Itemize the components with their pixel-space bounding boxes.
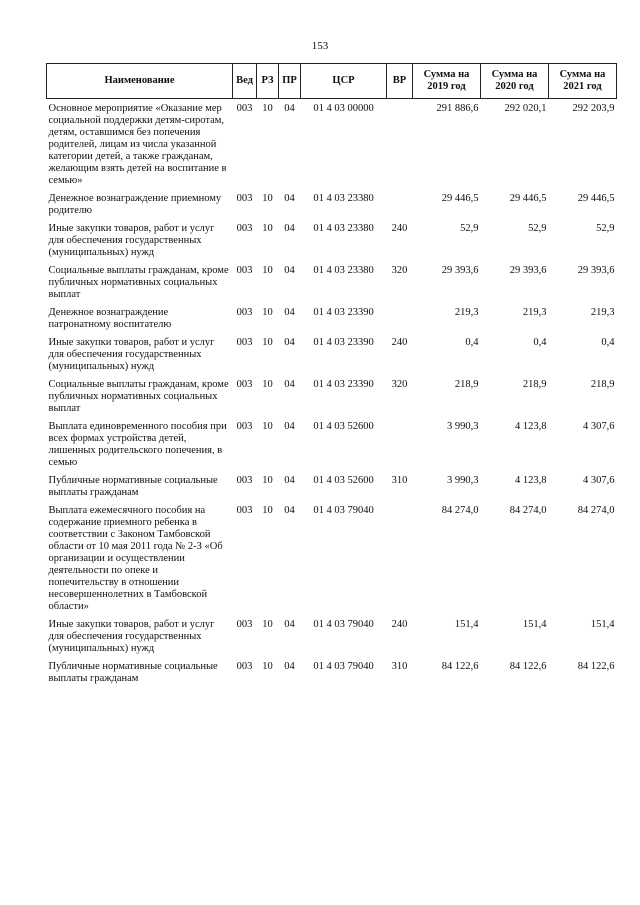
cell-vr: 310	[391, 661, 408, 672]
cell-pr: 04	[284, 193, 295, 204]
cell-sum-2021: 4 307,6	[583, 475, 615, 486]
cell-pr: 04	[284, 265, 295, 276]
header-pr: ПР	[279, 64, 301, 99]
table-row	[47, 471, 617, 501]
cell-name: Социальные выплаты гражданам, кроме публичных нормативных социальных выплат	[48, 379, 229, 414]
cell-sum-2021: 218,9	[590, 379, 615, 390]
cell-name: Иные закупки товаров, работ и услуг для обеспечения государственных (муниципальных) нужд	[48, 619, 215, 654]
cell-pr: 04	[284, 223, 295, 234]
cell-vr	[387, 189, 413, 219]
cell-sum-2020: 4 123,8	[515, 421, 547, 432]
header-sum-2020: Сумма на 2020 год	[481, 64, 549, 99]
cell-rz: 10	[262, 619, 273, 630]
cell-rz: 10	[262, 307, 273, 318]
cell-sum-2019: 29 393,6	[441, 265, 479, 276]
budget-table	[46, 63, 617, 687]
cell-rz: 10	[262, 265, 273, 276]
cell-name: Денежное вознаграждение приемному родителю	[48, 193, 222, 216]
cell-name: Выплата ежемесячного пособия на содержание приемного ребенка в соответствии с Законом Тамбовской области от 10 мая 2011 года № 2-З «Об организации и осуществлении деятельности по опеке и попечительству в отношении несовершеннолетних в Тамбовской области»	[48, 505, 223, 612]
cell-vr: 240	[391, 619, 408, 630]
table-row	[47, 219, 617, 261]
cell-vr: 310	[391, 475, 408, 486]
header-name: Наименование	[47, 64, 233, 99]
cell-csr: 01 4 03 23390	[313, 337, 374, 348]
cell-ved: 003	[236, 265, 253, 276]
cell-sum-2021: 151,4	[590, 619, 615, 630]
cell-sum-2021: 29 393,6	[577, 265, 615, 276]
cell-vr	[387, 417, 413, 471]
cell-sum-2019: 151,4	[454, 619, 479, 630]
cell-sum-2020: 0,4	[533, 337, 547, 348]
cell-ved: 003	[236, 193, 253, 204]
header-row	[47, 64, 617, 99]
cell-rz: 10	[262, 505, 273, 516]
cell-sum-2019: 3 990,3	[447, 475, 479, 486]
cell-sum-2020: 218,9	[522, 379, 547, 390]
header-sum-2021: Сумма на 2021 год	[549, 64, 617, 99]
cell-csr: 01 4 03 23380	[313, 193, 374, 204]
cell-sum-2019: 0,4	[465, 337, 479, 348]
cell-pr: 04	[284, 421, 295, 432]
cell-name: Выплата единовременного пособия при всех формах устройства детей, лишенных родительского попечения, в семью	[48, 421, 227, 468]
cell-rz: 10	[262, 103, 273, 114]
cell-pr: 04	[284, 505, 295, 516]
cell-sum-2019: 84 274,0	[441, 505, 479, 516]
cell-vr: 240	[391, 337, 408, 348]
cell-sum-2020: 84 122,6	[509, 661, 547, 672]
cell-csr: 01 4 03 23380	[313, 265, 374, 276]
table-row	[47, 501, 617, 615]
cell-sum-2020: 29 446,5	[509, 193, 547, 204]
cell-csr: 01 4 03 52600	[313, 475, 374, 486]
cell-sum-2020: 29 393,6	[509, 265, 547, 276]
cell-sum-2019: 29 446,5	[441, 193, 479, 204]
cell-sum-2021: 29 446,5	[577, 193, 615, 204]
cell-csr: 01 4 03 00000	[313, 103, 374, 114]
table-row	[47, 657, 617, 687]
cell-name: Иные закупки товаров, работ и услуг для обеспечения государственных (муниципальных) нужд	[48, 223, 215, 258]
cell-sum-2019: 218,9	[454, 379, 479, 390]
cell-rz: 10	[262, 421, 273, 432]
cell-rz: 10	[262, 223, 273, 234]
table-row	[47, 333, 617, 375]
cell-pr: 04	[284, 379, 295, 390]
cell-name: Публичные нормативные социальные выплаты гражданам	[48, 475, 218, 498]
cell-ved: 003	[236, 421, 253, 432]
cell-ved: 003	[236, 223, 253, 234]
header-ved: Вед	[233, 64, 257, 99]
cell-rz: 10	[262, 661, 273, 672]
cell-rz: 10	[262, 475, 273, 486]
cell-sum-2019: 219,3	[454, 307, 479, 318]
cell-pr: 04	[284, 307, 295, 318]
cell-vr	[387, 501, 413, 615]
table-row	[47, 189, 617, 219]
cell-vr	[387, 99, 413, 190]
cell-sum-2021: 292 203,9	[572, 103, 615, 114]
header-sum-2019: Сумма на 2019 год	[413, 64, 481, 99]
cell-ved: 003	[236, 337, 253, 348]
cell-sum-2020: 292 020,1	[504, 103, 547, 114]
cell-pr: 04	[284, 619, 295, 630]
cell-vr: 240	[391, 223, 408, 234]
header-vr: ВР	[387, 64, 413, 99]
cell-ved: 003	[236, 475, 253, 486]
cell-vr: 320	[391, 265, 408, 276]
cell-ved: 003	[236, 103, 253, 114]
cell-csr: 01 4 03 23390	[313, 307, 374, 318]
cell-name: Основное мероприятие «Оказание мер социальной поддержки детям-сиротам, детям, оставшимся без попечения родителей, лицам из числа указанной категории детей, а также гражданам, желающим взять детей на воспитание в семью»	[48, 103, 227, 186]
cell-rz: 10	[262, 193, 273, 204]
cell-pr: 04	[284, 103, 295, 114]
cell-name: Публичные нормативные социальные выплаты гражданам	[48, 661, 218, 684]
header-rz: РЗ	[257, 64, 279, 99]
header-csr: ЦСР	[301, 64, 387, 99]
cell-csr: 01 4 03 23390	[313, 379, 374, 390]
cell-pr: 04	[284, 337, 295, 348]
cell-ved: 003	[236, 661, 253, 672]
cell-vr	[387, 303, 413, 333]
cell-sum-2019: 3 990,3	[447, 421, 479, 432]
cell-rz: 10	[262, 379, 273, 390]
cell-rz: 10	[262, 337, 273, 348]
cell-csr: 01 4 03 79040	[313, 505, 374, 516]
cell-sum-2019: 52,9	[460, 223, 479, 234]
cell-sum-2021: 84 274,0	[577, 505, 615, 516]
cell-ved: 003	[236, 505, 253, 516]
cell-ved: 003	[236, 619, 253, 630]
cell-pr: 04	[284, 661, 295, 672]
cell-csr: 01 4 03 23380	[313, 223, 374, 234]
cell-sum-2020: 219,3	[522, 307, 547, 318]
cell-ved: 003	[236, 379, 253, 390]
cell-sum-2020: 84 274,0	[509, 505, 547, 516]
cell-sum-2021: 0,4	[601, 337, 615, 348]
cell-name: Иные закупки товаров, работ и услуг для обеспечения государственных (муниципальных) нужд	[48, 337, 215, 372]
table-row	[47, 615, 617, 657]
cell-csr: 01 4 03 79040	[313, 619, 374, 630]
cell-sum-2020: 4 123,8	[515, 475, 547, 486]
cell-name: Социальные выплаты гражданам, кроме публичных нормативных социальных выплат	[48, 265, 229, 300]
cell-sum-2021: 52,9	[596, 223, 615, 234]
cell-sum-2021: 219,3	[590, 307, 615, 318]
page-number: 153	[311, 40, 329, 52]
cell-sum-2020: 52,9	[528, 223, 547, 234]
cell-sum-2019: 84 122,6	[441, 661, 479, 672]
cell-csr: 01 4 03 79040	[313, 661, 374, 672]
cell-ved: 003	[236, 307, 253, 318]
table-row	[47, 99, 617, 190]
table-row	[47, 303, 617, 333]
cell-name: Денежное вознаграждение патронатному воспитателю	[48, 307, 172, 330]
cell-sum-2021: 84 122,6	[577, 661, 615, 672]
cell-sum-2019: 291 886,6	[436, 103, 479, 114]
table-row	[47, 261, 617, 303]
cell-sum-2020: 151,4	[522, 619, 547, 630]
cell-csr: 01 4 03 52600	[313, 421, 374, 432]
cell-pr: 04	[284, 475, 295, 486]
table-row	[47, 375, 617, 417]
cell-sum-2021: 4 307,6	[583, 421, 615, 432]
table-row	[47, 417, 617, 471]
cell-vr: 320	[391, 379, 408, 390]
